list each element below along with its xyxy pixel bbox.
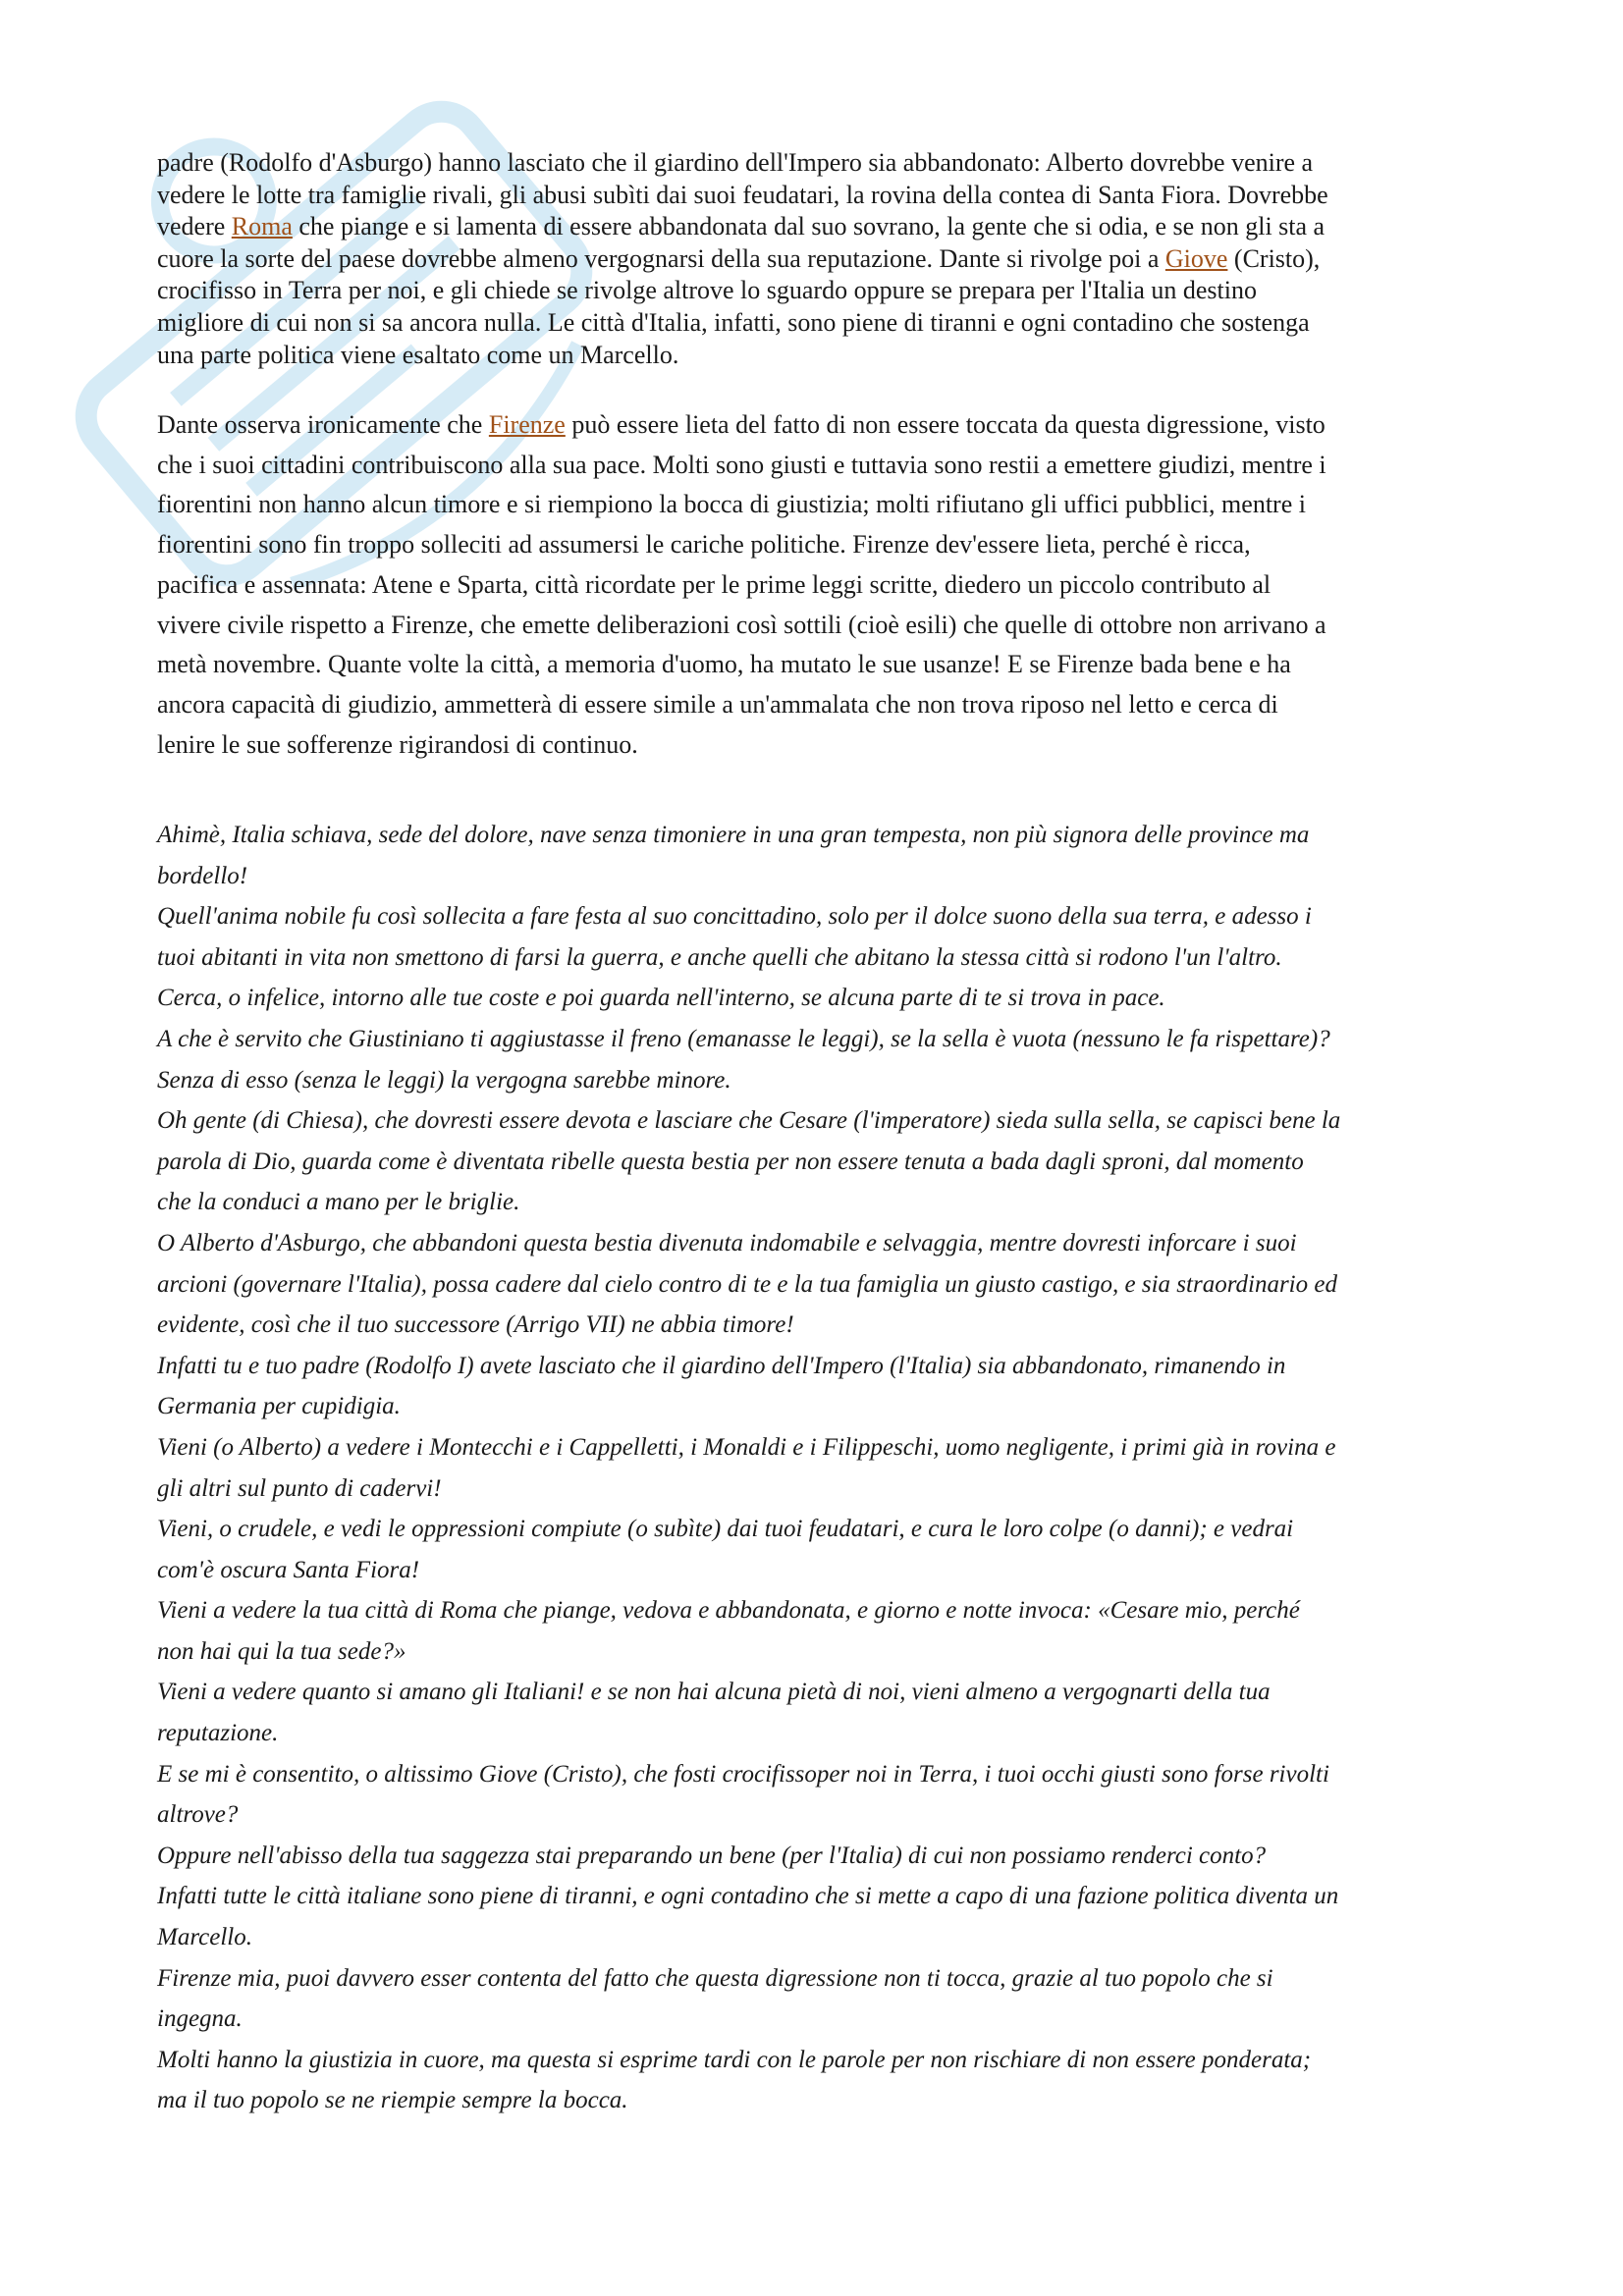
translation-line: tuoi abitanti in vita non smettono di farsi la guerra, e anche quelli che abitano la stessa città si rodono l'un l'altro. [157,943,1282,971]
link-firenze[interactable]: Firenze [488,410,566,439]
translation-line: Senza di esso (senza le leggi) la vergogna sarebbe minore. [157,1066,731,1094]
translation-line: E se mi è consentito, o altissimo Giove (Cristo), che fosti crocifissoper noi in Terra, i tuoi occhi giusti sono forse rivolti [157,1760,1329,1788]
translation-line: Oh gente (di Chiesa), che dovresti essere devota e lasciare che Cesare (l'imperatore) sieda sulla sella, se capisci bene la [157,1107,1341,1135]
translation-line: A che è servito che Giustiniano ti aggiustasse il freno (emanasse le leggi), se la sella è vuota (nessuno le fa rispettare)? [157,1025,1330,1052]
translation-line: evidente, così che il tuo successore (Arrigo VII) ne abbia timore! [157,1311,794,1339]
translation-line: Quell'anima nobile fu così sollecita a fare festa al suo concittadino, solo per il dolce suono della sua terra, e adesso i [157,903,1312,931]
translation-line: Vieni a vedere quanto si amano gli Italiani! e se non hai alcuna pietà di noi, vieni almeno a vergognarti della tua [157,1679,1271,1706]
translation-line: ingegna. [157,2005,243,2033]
translation-text [157,815,1492,2121]
translation-line: Vieni a vedere la tua città di Roma che piange, vedova e abbandonata, e giorno e notte invoca: «Cesare mio, perché [157,1597,1300,1625]
translation-line: reputazione. [157,1720,279,1747]
translation-line: O Alberto d'Asburgo, che abbandoni questa bestia divenuta indomabile e selvaggia, mentre dovresti inforcare i suoi [157,1229,1297,1256]
link-roma[interactable]: Roma [231,212,293,241]
translation-line: arcioni (governare l'Italia), possa cadere dal cielo contro di te e la tua famiglia un giusto castigo, e sia straordinario ed [157,1270,1337,1298]
translation-line: che la conduci a mano per le briglie. [157,1189,520,1216]
translation-line: gli altri sul punto di cadervi! [157,1474,442,1502]
translation-line: non hai qui la tua sede?» [157,1637,406,1665]
translation-line: Firenze mia, puoi davvero esser contenta del fatto che questa digressione non ti tocca, grazie al tuo popolo che si [157,1964,1273,1992]
translation-line: Infatti tutte le città italiane sono piene di tiranni, e ogni contadino che si mette a capo di una fazione politica diventa un [157,1883,1339,1910]
translation-line: Vieni (o Alberto) a vedere i Montecchi e i Cappelletti, i Monaldi e i Filippeschi, uomo negligente, i primi già in rovina e [157,1433,1336,1461]
translation-line: com'è oscura Santa Fiora! [157,1556,420,1583]
translation-line: Infatti tu e tuo padre (Rodolfo I) avete lasciato che il giardino dell'Impero (l'Italia) sia abbandonato, rimanendo in [157,1352,1286,1379]
translation-line: Germania per cupidigia. [157,1393,401,1420]
link-giove[interactable]: Giove [1164,243,1228,273]
translation-line: parola di Dio, guarda come è diventata ribelle questa bestia per non essere tenuta a bada dagli sproni, dal momento [157,1148,1304,1175]
paragraph-summary-2: Dante osserva ironicamente che Firenze può essere lieta del fatto di non essere toccata da questa digressione, visto che i suoi cittadini contribuiscono alla sua pace. Molti sono giusti e tuttavia sono restii a emettere giudizi, mentre i fiorentini non hanno alcun timore e si riempiono la bocca di giustizia; molti rifiutano gli uffici pubblici, mentre i fiorentini sono fin troppo solleciti ad assumersi le cariche politiche. Firenze dev'essere lieta, perché è ricca, pacifica e assennata: Atene e Sparta, città ricordate per le prime leggi scritte, diedero un piccolo contributo al vivere civile rispetto a Firenze, che emette deliberazioni così sottili (cioè esili) che quelle di ottobre non arrivano a metà novembre. Quante volte la città, a memoria d'uomo, ha mutato le sue usanze! E se Firenze bada bene e ha ancora capacità di giudizio, ammetterà di essere simile a un'ammalata che non trova riposo nel letto e cerca di lenire le sue sofferenze rigirandosi di continuo. [157,410,1326,759]
translation-line: ma il tuo popolo se ne riempie sempre la bocca. [157,2087,628,2114]
paragraph-summary-1: padre (Rodolfo d'Asburgo) hanno lasciato che il giardino dell'Impero sia abbandonato: Alberto dovrebbe venire a vedere le lotte tra famiglie rivali, gli abusi subìti dai suoi feudatari, la rovina della contea di Santa Fiora. Dovrebbe vedere Roma che piange e si lamenta di essere abbandonata dal suo sovrano, la gente che si odia, e se non gli sta a cuore la sorte del paese dovrebbe almeno vergognarsi della sua reputazione. Dante si rivolge poi a Giove (Cristo), crocifisso in Terra per noi, e gli chiede se rivolge altrove lo sguardo oppure se prepara per l'Italia un destino migliore di cui non si sa ancora nulla. Le città d'Italia, infatti, sono piene di tiranni e ogni contadino che sostenga una parte politica viene esaltato come un Marcello. [157,148,1328,369]
translation-line: altrove? [157,1801,239,1829]
translation-line: Ahimè, Italia schiava, sede del dolore, nave senza timoniere in una gran tempesta, non più signora delle province ma [157,822,1310,848]
translation-line: Molti hanno la giustizia in cuore, ma questa si esprime tardi con le parole per non rischiare di non essere ponderata; [157,2046,1312,2073]
translation-line: Cerca, o infelice, intorno alle tue coste e poi guarda nell'interno, se alcuna parte di te si trova in pace. [157,985,1165,1012]
translation-line: bordello! [157,862,248,889]
translation-line: Marcello. [157,1924,252,1951]
translation-line: Oppure nell'abisso della tua saggezza stai preparando un bene (per l'Italia) di cui non possiamo renderci conto? [157,1842,1267,1869]
translation-line: Vieni, o crudele, e vedi le oppressioni compiute (o subìte) dai tuoi feudatari, e cura le loro colpe (o danni); e vedrai [157,1516,1294,1543]
